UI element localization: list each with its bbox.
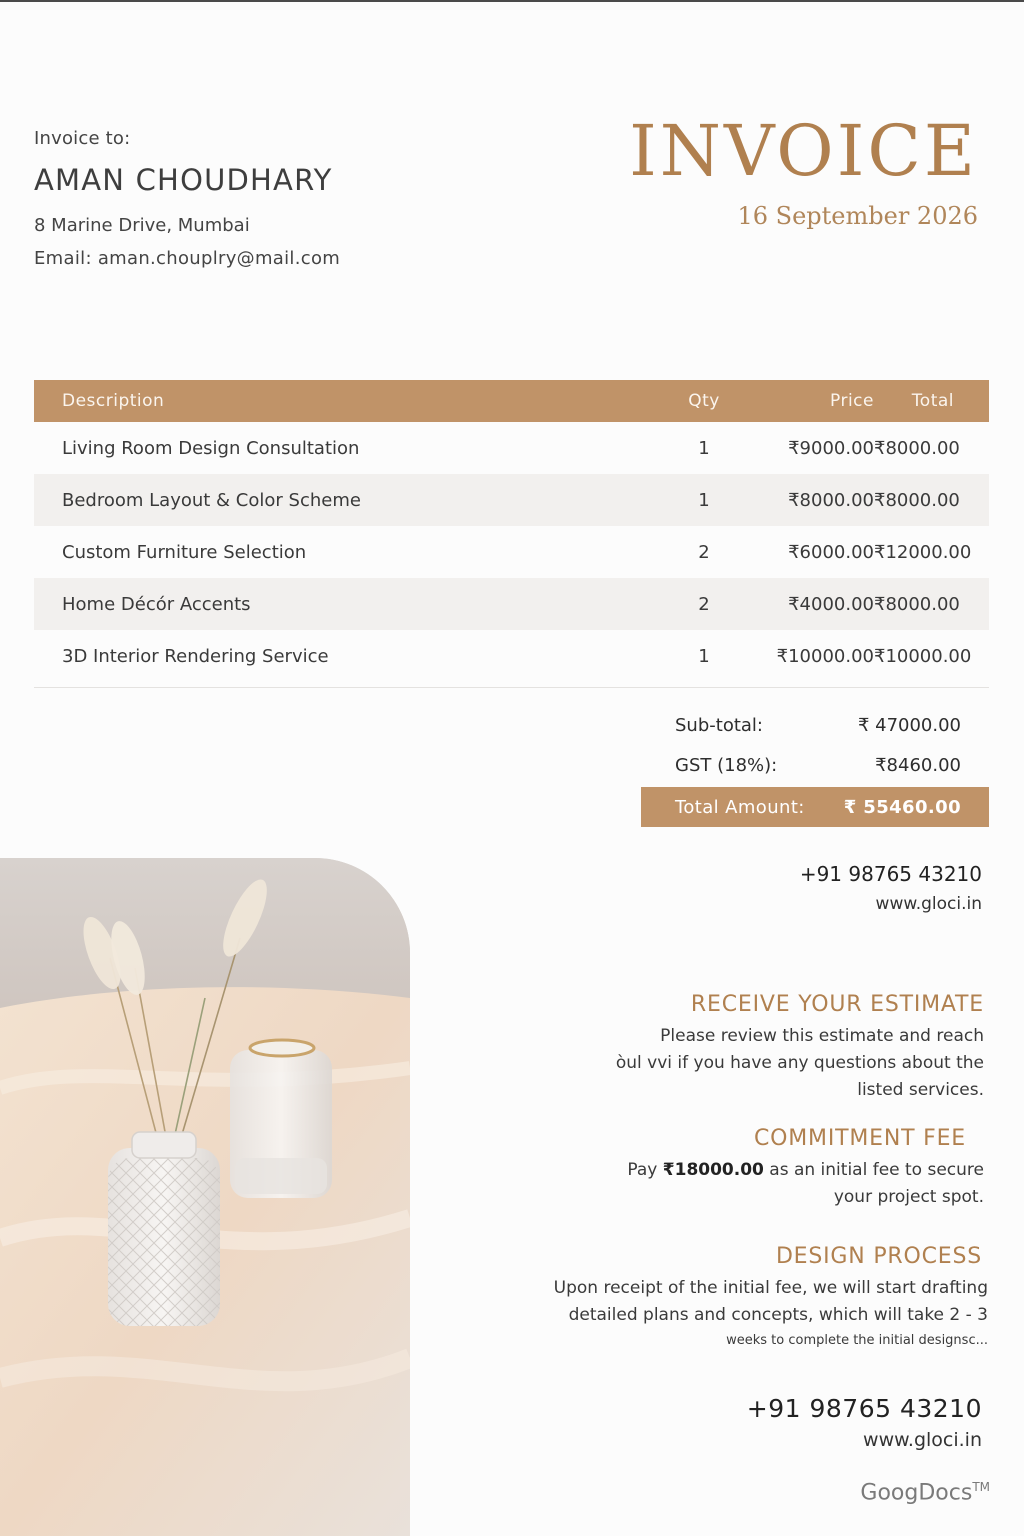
section-estimate [616,992,984,1104]
item-qty: 2 [698,593,710,615]
client-email: Email: aman.chouplry@mail.com [34,248,341,269]
total-value: ₹ 55460.00 [843,796,961,818]
item-total: ₹10000.00 [874,645,972,667]
commitment-amount: ₹18000.00 [662,1160,764,1180]
header-price: Price [830,391,874,411]
item-price: ₹6000.00 [788,541,874,563]
commitment-line-2: your project spot. [833,1187,984,1207]
estimate-line-3: listed services. [857,1080,984,1100]
brand-name: GoogDocs [860,1480,973,1506]
process-line-1: Upon receipt of the initial fee, we will start drafting [553,1278,988,1298]
process-line-2: detailed plans and concepts, which will take 2 - 3 [568,1305,988,1325]
decor-photo [0,858,410,1536]
table-row [34,474,989,526]
item-price: ₹4000.00 [788,593,874,615]
subtotal-row [641,705,989,745]
total-label: Total Amount: [675,796,805,818]
item-price: ₹9000.00 [788,437,874,459]
item-description: 3D Interior Rendering Service [62,645,329,667]
header-total: Total [911,391,954,411]
item-price: ₹8000.00 [788,489,874,511]
top-border [0,0,1024,2]
estimate-heading: RECEIVE YOUR ESTIMATE [690,992,984,1017]
estimate-line-1: Please review this estimate and reach [660,1026,984,1046]
item-qty: 2 [698,541,710,563]
client-name: AMAN CHOUDHARY [34,163,333,197]
item-total: ₹8000.00 [874,593,960,615]
item-description: Custom Furniture Selection [62,541,307,563]
bill-to-label: Invoice to: [34,128,131,149]
phone-number: +91 98765 43210 [746,1394,982,1423]
table-divider [34,687,989,688]
commitment-post: as an initial fee to secure [763,1160,984,1180]
gst-label: GST (18%): [675,754,778,776]
website-link[interactable]: www.gloci.in [875,894,982,914]
vase-illustration-icon [0,858,410,1536]
website-link[interactable]: www.gloci.in [863,1429,982,1451]
gst-row [641,745,989,785]
process-line-3: weeks to complete the initial designsc... [726,1333,988,1348]
phone-number: +91 98765 43210 [799,862,982,886]
commitment-heading: COMMITMENT FEE [754,1126,966,1151]
item-description: Living Room Design Consultation [62,437,360,459]
item-description: Bedroom Layout & Color Scheme [62,489,361,511]
item-total: ₹8000.00 [874,437,960,459]
client-address: 8 Marine Drive, Mumbai [34,215,250,236]
subtotal-value: ₹ 47000.00 [857,714,961,736]
invoice-date: 16 September 2026 [737,202,978,230]
process-heading: DESIGN PROCESS [775,1244,982,1269]
section-design-process [554,1244,988,1353]
commitment-line-1 [627,1157,984,1184]
table-row [34,422,989,474]
item-total: ₹8000.00 [874,489,960,511]
contact-bottom [747,1394,982,1451]
header-description: Description [62,391,165,411]
estimate-line-2: òul vvi if you have any questions about the [615,1053,984,1073]
total-amount-box [641,787,989,827]
table-row [34,630,989,682]
invoice-title: INVOICE [629,110,978,192]
gst-value: ₹8460.00 [875,754,961,776]
header-qty: Qty [688,391,720,411]
item-total: ₹12000.00 [874,541,972,563]
table-row [34,578,989,630]
table-row [34,526,989,578]
bill-to-block [34,128,340,269]
trademark-icon: TM [972,1480,990,1494]
item-qty: 1 [698,437,710,459]
section-commitment-fee [627,1126,984,1211]
table-header [34,380,989,422]
commitment-pre: Pay [627,1160,663,1180]
item-description: Home Décór Accents [62,593,251,615]
item-price: ₹10000.00 [776,645,874,667]
line-items-table [34,380,989,688]
subtotal-label: Sub-total: [675,714,763,736]
totals-summary [641,705,989,827]
contact-top [800,862,982,914]
item-qty: 1 [698,645,710,667]
item-qty: 1 [698,489,710,511]
brand-watermark [860,1480,990,1505]
